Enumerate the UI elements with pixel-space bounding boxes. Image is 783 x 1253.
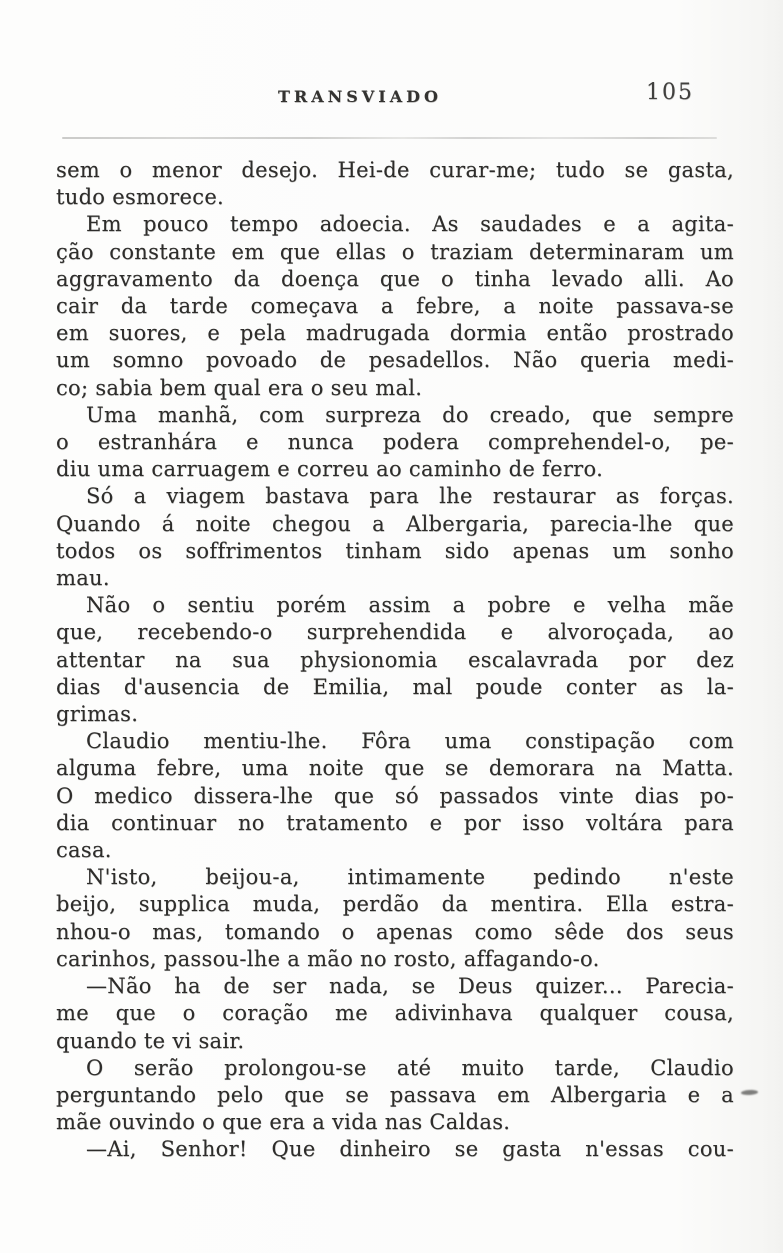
text-line: attentar na sua physionomia escalavrada por dez: [56, 647, 734, 672]
text-line: Quando á noite chegou a Albergaria, parecia-lhe que: [56, 511, 734, 536]
text-line: ção constante em que ellas o traziam determinaram um: [56, 239, 734, 264]
text-line: dias d'ausencia de Emilia, mal poude conter as la-: [56, 674, 734, 699]
paragraph: [56, 728, 734, 864]
text-line: todos os soffrimentos tinham sido apenas um sonho: [56, 538, 734, 563]
text-line: me que o coração me adivinhava qualquer cousa,: [56, 1001, 734, 1026]
paragraph: [56, 1055, 734, 1137]
ink-smudge: [741, 1090, 758, 1096]
text-line: perguntando pelo que se passava em Albergaria e a: [56, 1082, 734, 1107]
text-line: cair da tarde começava a febre, a noite passava-se: [56, 294, 734, 319]
text-line: em suores, e pela madrugada dormia então prostrado: [56, 321, 734, 346]
text-line: —Não ha de ser nada, se Deus quizer... Parecia-: [86, 974, 734, 999]
header-rule: [62, 137, 717, 139]
text-line: mau.: [56, 566, 110, 591]
text-line: tudo esmorece.: [56, 185, 225, 210]
text-line: aggravamento da doença que o tinha levado alli. Ao: [56, 266, 734, 291]
paragraph: [56, 1136, 734, 1163]
text-line: co; sabia bem qual era o seu mal.: [56, 375, 423, 400]
text-line: —Ai, Senhor! Que dinheiro se gasta n'essas cou-: [86, 1137, 734, 1162]
paragraph: [56, 864, 734, 973]
text-line: alguma febre, uma noite que se demorara na Matta.: [56, 756, 734, 781]
text-line: O medico dissera-lhe que só passados vinte dias po-: [56, 783, 734, 808]
text-line: sem o menor desejo. Hei-de curar-me; tudo se gasta,: [56, 158, 734, 182]
text-line: um somno povoado de pesadellos. Não queria medi-: [56, 348, 734, 373]
text-line: Só a viagem bastava para lhe restaurar as forças.: [86, 484, 734, 509]
text-line: o estranhára e nunca podera comprehendel-o, pe-: [56, 430, 734, 455]
paragraph: [56, 592, 734, 728]
text-line: Não o sentiu porém assim a pobre e velha mãe: [86, 593, 734, 618]
text-line: nhou-o mas, tomando o apenas como sêde dos seus: [56, 919, 734, 944]
running-title: TRANSVIADO: [278, 87, 442, 106]
page-text: [56, 157, 734, 1164]
text-line: Em pouco tempo adoecia. As saudades e a agita-: [86, 212, 734, 237]
text-line: que, recebendo-o surprehendida e alvoroçada, ao: [56, 620, 734, 645]
text-line: Uma manhã, com surpreza do creado, que sempre: [86, 402, 734, 427]
paragraph: [56, 973, 734, 1055]
page-header: [56, 80, 734, 114]
text-line: grimas.: [56, 702, 139, 727]
text-line: carinhos, passou-lhe a mão no rosto, affagando-o.: [56, 946, 600, 971]
paragraph: [56, 157, 734, 211]
text-line: mãe ouvindo o que era a vida nas Caldas.: [56, 1110, 511, 1135]
text-line: dia continuar no tratamento e por isso voltára para: [56, 810, 734, 835]
paragraph: [56, 402, 734, 484]
text-line: beijo, supplica muda, perdão da mentira. Ella estra-: [56, 892, 734, 917]
page-number: 105: [646, 80, 694, 105]
text-line: Claudio mentiu-lhe. Fôra uma constipação com: [86, 729, 734, 754]
paragraph: [56, 211, 734, 401]
text-line: quando te vi sair.: [56, 1028, 245, 1053]
text-line: N'isto, beijou-a, intimamente pedindo n'este: [86, 865, 734, 890]
text-line: diu uma carruagem e correu ao caminho de ferro.: [56, 457, 604, 482]
text-line: O serão prolongou-se até muito tarde, Claudio: [86, 1055, 734, 1080]
paragraph: [56, 483, 734, 592]
text-line: casa.: [56, 838, 112, 863]
